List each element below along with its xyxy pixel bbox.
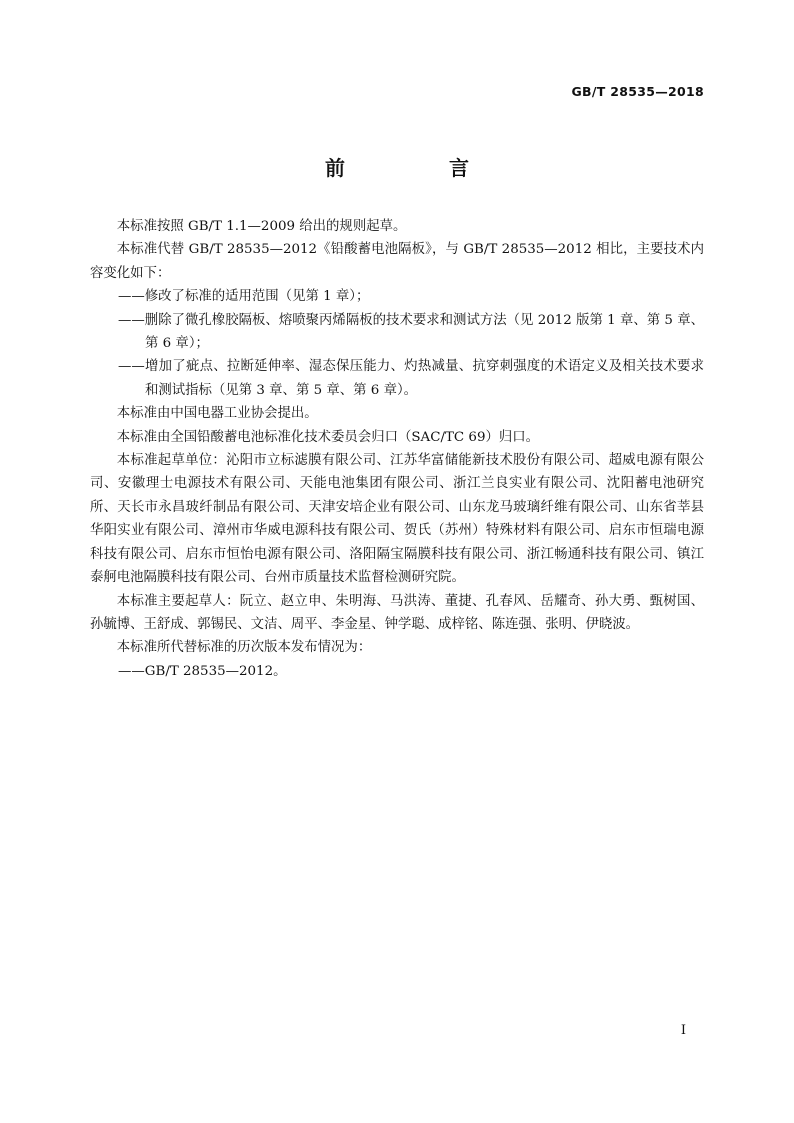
- change-item-scope: ——修改了标准的适用范围（见第 1 章）；: [118, 289, 370, 305]
- paragraph-proposer: 本标准由中国电器工业协会提出。: [116, 406, 318, 422]
- paragraph-replacement: 本标准代替 GB/T 28535—2012《铅酸蓄电池隔板》，与 GB/T 28535—2012 相比，主要技术内容变化如下：: [90, 242, 704, 281]
- paragraph-drafting-rules: 本标准按照 GB/T 1.1—2009 给出的规则起草。: [116, 219, 407, 234]
- history-item: ——GB/T 28535—2012。: [118, 663, 287, 679]
- change-item-deletion: ——删除了微孔橡胶隔板、熔喷聚丙烯隔板的技术要求和测试方法（见 2012 版第 1 章、第 5 章、第 6 章）；: [118, 312, 704, 352]
- page-title: 前 言: [325, 156, 511, 180]
- paragraph-drafters: 本标准主要起草人：阮立、赵立申、朱明海、马洪涛、董捷、孔春风、岳耀奇、孙大勇、甄树国、孙毓博、王舒成、郭锡民、文洁、周平、李金星、钟学聪、成梓铭、陈连强、张明、伊晓波。: [90, 593, 704, 632]
- standard-code: GB/T 28535—2018: [571, 84, 704, 99]
- page-number: I: [680, 1023, 686, 1038]
- paragraph-history: 本标准所代替标准的历次版本发布情况为：: [116, 640, 372, 656]
- paragraph-committee: 本标准由全国铅酸蓄电池标准化技术委员会归口（SAC/TC 69）归口。: [116, 429, 540, 445]
- change-item-addition: ——增加了疵点、拉断延伸率、湿态保压能力、灼热减量、抗穿刺强度的术语定义及相关技术要求和测试指标（见第 3 章、第 5 章、第 6 章）。: [118, 359, 704, 398]
- foreword-body: [90, 215, 704, 683]
- paragraph-drafting-units: 本标准起草单位：沁阳市立标滤膜有限公司、江苏华富储能新技术股份有限公司、超威电源有限公司、安徽理士电源技术有限公司、天能电池集团有限公司、浙江兰良实业有限公司、沈阳蓄电池研究所、天长市永昌玻纤制品有限公司、天津安培企业有限公司、山东龙马玻璃纤维有限公司、山东省莘县华阳实业有限公司、漳州市华威电源科技有限公司、贺氏（苏州）特殊材料有限公司、启东市恒瑞电源科技有限公司、启东市恒怡电源有限公司、洛阳隔宝隔膜科技有限公司、浙江畅通科技有限公司、镇江泰舸电池隔膜科技有限公司、台州市质量技术监督检测研究院。: [90, 453, 704, 586]
